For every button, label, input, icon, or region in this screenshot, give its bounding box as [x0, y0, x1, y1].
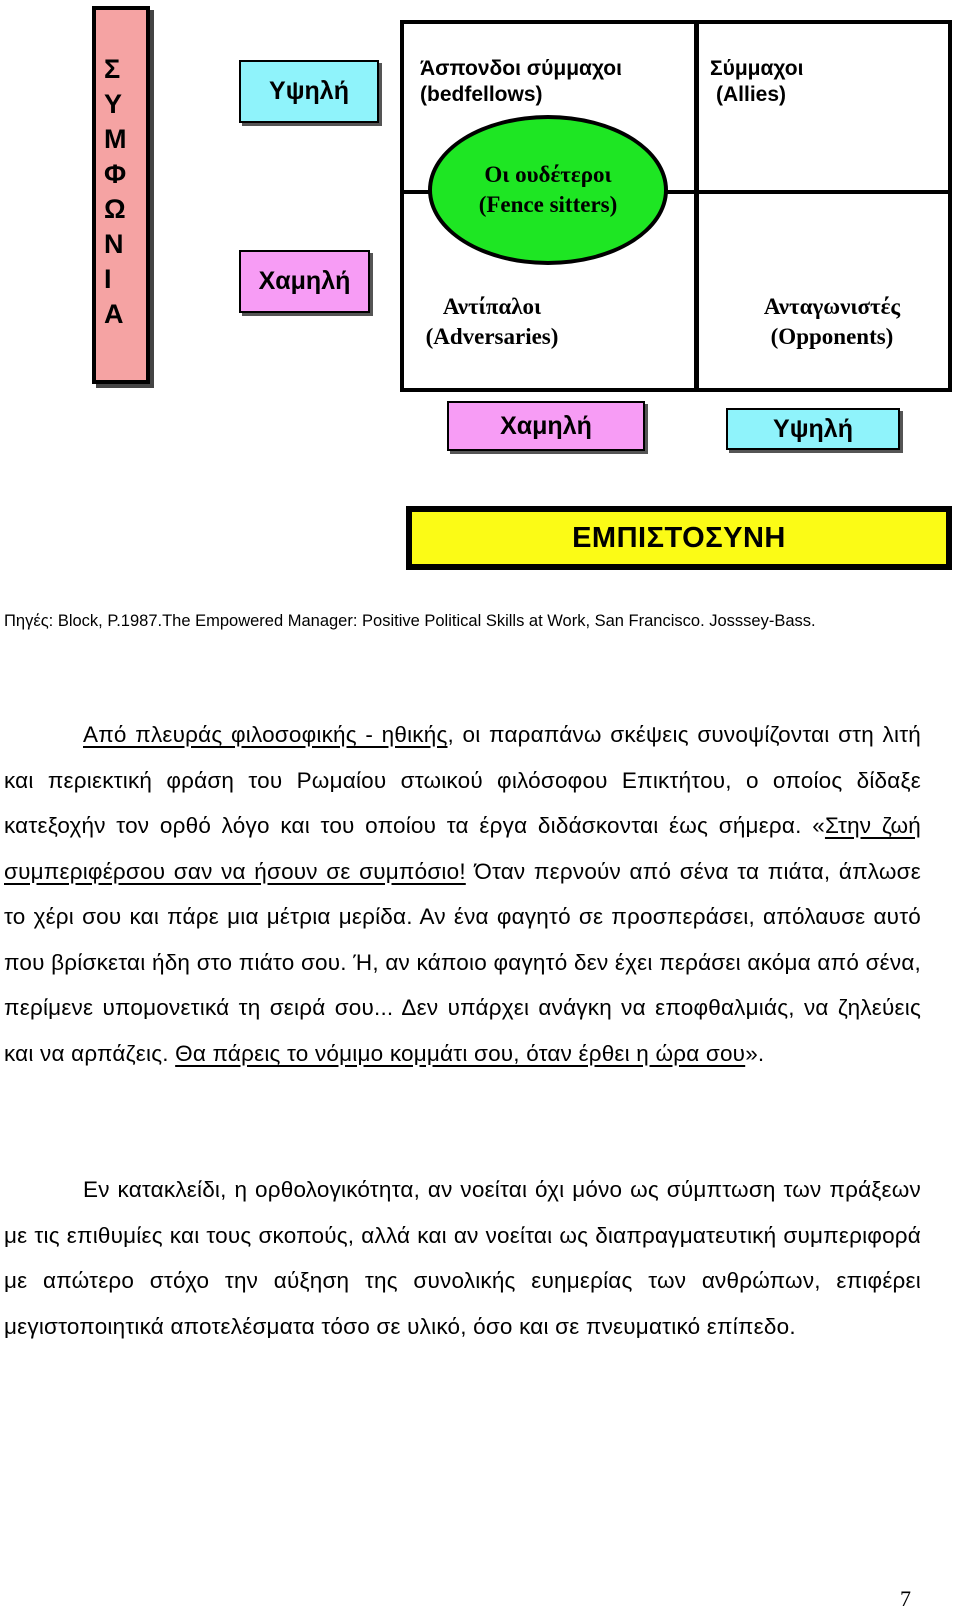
paragraph-epictetus: [4, 712, 921, 1076]
fence-sitters-english: (Fence sitters): [478, 192, 618, 217]
agreement-letter: Φ: [104, 159, 127, 189]
agreement-letter: Σ: [104, 54, 121, 84]
underlined-phrase: Από πλευράς φιλοσοφικής - ηθικής: [83, 722, 448, 747]
agreement-letter: Μ: [104, 124, 127, 154]
agreement-letter: Ν: [104, 229, 124, 259]
adversaries-label: [412, 292, 572, 352]
opponents-english: (Opponents): [770, 324, 894, 349]
agreement-axis-bar: [92, 6, 150, 384]
allies-english: (Allies): [716, 83, 787, 106]
trust-axis-bar: ΕΜΠΙΣΤΟΣΥΝΗ: [406, 506, 952, 570]
paragraph-text: , οι παραπάνω σκέψεις συνοψίζονται στη λιτή και περιεκτική φράση του Ρωμαίου στωικού φιλόσοφου Επικτήτου, ο οποίος δίδαξε κατεξοχήν τον ορθό λόγο και του οποίου τα έργα διδάσκονται έως σήμερα. «: [4, 722, 922, 838]
matrix-vertical-divider: [694, 20, 699, 392]
trust-high-label: Υψηλή: [726, 408, 900, 450]
agreement-letter: Υ: [104, 89, 123, 119]
adversaries-greek: Αντίπαλοι: [442, 294, 542, 319]
bedfellows-english: (bedfellows): [420, 83, 543, 106]
agreement-letter: Α: [104, 299, 124, 329]
agreement-letter: Ι: [104, 264, 112, 294]
bedfellows-label: [420, 56, 622, 108]
paragraph-conclusion: [4, 1167, 921, 1349]
bedfellows-greek: Άσπονδοι σύμμαχοι: [420, 57, 622, 80]
underlined-quote: Θα πάρεις το νόμιμο κομμάτι σου, όταν έρθει η ώρα σου: [175, 1040, 746, 1066]
opponents-label: [742, 292, 922, 352]
fence-sitters-ellipse: [428, 115, 668, 265]
allies-label: [710, 56, 803, 108]
source-citation: Πηγές: Block, P.1987.The Empowered Manager: Positive Political Skills at Work, San Francisco. Josssey-Bass.: [4, 612, 816, 630]
page-number: 7: [900, 1586, 911, 1611]
fence-sitters-greek: Οι ουδέτεροι: [484, 162, 612, 187]
agreement-high-label: Υψηλή: [239, 60, 379, 123]
agreement-letter: Ω: [104, 194, 126, 224]
adversaries-english: (Adversaries): [425, 324, 559, 349]
opponents-greek: Ανταγωνιστές: [763, 294, 901, 319]
underlined-quote: Στην ζωή συμπεριφέρσου σαν να ήσουν σε συμπόσιο!: [4, 813, 921, 884]
agreement-low-label: Χαμηλή: [239, 250, 370, 313]
allies-greek: Σύμμαχοι: [710, 57, 804, 80]
paragraph-text: Εν κατακλείδι, η ορθολογικότητα, αν νοείται όχι μόνο ως σύμπτωση των πράξεων με τις επιθυμίες και τους σκοπούς, αλλά και αν νοείται ως διαπραγματευτική συμπεριφορά με απώτερο στόχο την αύξηση της συνολικής ευημερίας των ανθρώπων, επιφέρει μεγιστοποιητικά αποτελέσματα τόσο σε υλικό, όσο και σε πνευματικό επίπεδο.: [4, 1177, 921, 1339]
paragraph-text: Όταν περνούν από σένα τα πιάτα, άπλωσε το χέρι σου και πάρε μια μέτρια μερίδα. Αν ένα φαγητό σε προσπεράσει, απόλαυσε αυτό που βρίσκεται ήδη στο πιάτο σου. Ή, αν κάποιο φαγητό δεν έχει περάσει ακόμα από σένα, περίμενε υπομονετικά τη σειρά σου... Δεν υπάρχει ανάγκη να εποφθαλμιάς, να ζηλεύεις και να αρπάζεις.: [4, 858, 921, 1066]
trust-low-label: Χαμηλή: [447, 401, 645, 451]
paragraph-text: ».: [745, 1040, 765, 1066]
